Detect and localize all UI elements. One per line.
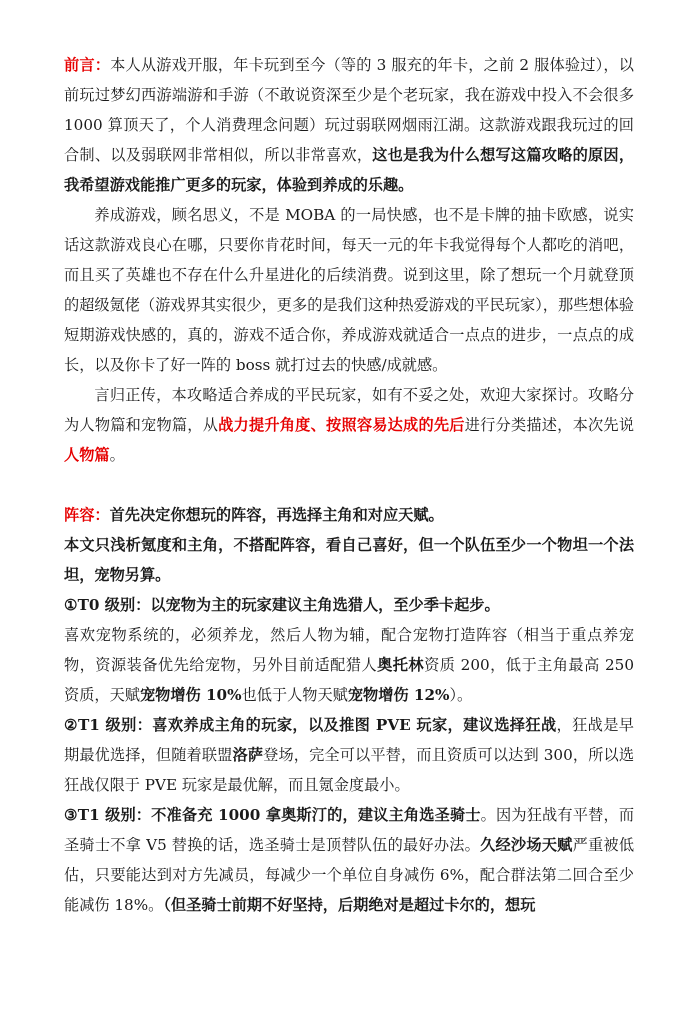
t0-text-2: 资质 200，低于主角最高 250 资质，天赋: [64, 656, 635, 704]
para3-text-2: 进行分类描述，本次先说: [464, 416, 635, 434]
intro-label: 前言：: [64, 56, 111, 74]
para3-highlight-2: 人物篇: [64, 446, 110, 464]
t0-text-3: 也低于人物天赋: [241, 686, 348, 704]
t0-bold-1: 奥托林: [377, 656, 425, 674]
t1b-paragraph: [64, 800, 634, 920]
t1a-bold-1: 洛萨: [232, 746, 264, 764]
lineup-text: 首先决定你想玩的阵容，再选择主角和对应天赋。: [109, 506, 444, 524]
t1b-bold-1: 久经沙场天赋: [480, 836, 573, 854]
t1b-text-2: 严重被低估，只要能达到对方先减员，每减少一个单位自身减伤 6%，配合群法第二回合至少能减伤 18%。: [64, 836, 635, 914]
t1a-heading: ②T1 级别：喜欢养成主角的玩家，以及推图 PVE 玩家，建议选择狂战: [64, 716, 557, 734]
document-page: [64, 50, 634, 920]
intro-text: 本人从游戏开服，年卡玩到至今（等的 3 服充的年卡，之前 2 服体验过），以前玩过梦幻西游端游和手游（不敢说资深至少是个老玩家，我在游戏中投入不会很多 1000 算顶天了，个人消费理念问题）玩过弱联网烟雨江湖。这款游戏跟我玩过的回合制、以及弱联网非常相似，所以非常喜欢，: [64, 56, 634, 164]
lineup-label: 阵容：: [64, 506, 110, 524]
t1a-paragraph: [64, 710, 634, 800]
para3-text-1: 言归正传，本攻略适合养成的平民玩家，如有不妥之处，欢迎大家探讨。攻略分为人物篇和宠物篇，从: [64, 386, 634, 434]
lineup-heading: [64, 500, 634, 530]
t1b-heading: ③T1 级别：不准备充 1000 拿奥斯汀的，建议主角选圣骑士: [64, 806, 481, 824]
t0-text-1: 喜欢宠物系统的，必须养龙，然后人物为辅，配合宠物打造阵容（相当于重点养宠物，资源装备优先给宠物，另外目前适配猎人: [64, 626, 634, 674]
t0-bold-2: 宠物增伤 10%: [139, 686, 242, 704]
para3-highlight-1: 战力提升角度、按照容易达成的先后: [218, 416, 465, 434]
t1a-text-1: ，狂战是早期最优选择，但随着联盟: [64, 716, 634, 764]
intro-paragraph: [64, 50, 634, 200]
t1b-text-1: 。因为狂战有平替，而圣骑士不拿 V5 替换的话，选圣骑士是顶替队伍的最好办法。: [64, 806, 635, 854]
t0-text-4: ）。: [449, 686, 473, 704]
t0-bold-3: 宠物增伤 12%: [347, 686, 450, 704]
t1b-bold-2: （但圣骑士前期不好坚持，后期绝对是超过卡尔的，想玩: [163, 896, 536, 914]
intro-bold-text: 这也是我为什么想写这篇攻略的原因，我希望游戏能推广更多的玩家，体验到养成的乐趣。: [64, 146, 635, 194]
t1a-text-2: 登场，完全可以平替，而且资质可以达到 300，所以选狂战仅限于 PVE 玩家是最优解，而且氪金度最小。: [64, 746, 635, 794]
para3-text-3: 。: [109, 446, 125, 464]
paragraph-2: 养成游戏，顾名思义，不是 MOBA 的一局快感，也不是卡牌的抽卡欧感，说实话这款游戏良心在哪，只要你肯花时间，每天一元的年卡我觉得每个人都吃的消吧，而且买了英雄也不存在什么升星进化的后续消费。说到这里，除了想玩一个月就登顶的超级氪佬（游戏界其实很少，更多的是我们这种热爱游戏的平民玩家），那些想体验短期游戏快感的，真的，游戏不适合你，养成游戏就适合一点点的进步，一点点的成长，以及你卡了好一阵的 boss 就打过去的快感/成就感。: [64, 206, 634, 374]
note-paragraph: 本文只浅析氪度和主角，不搭配阵容，看自己喜好，但一个队伍至少一个物坦一个法坦，宠物另算。: [64, 536, 634, 584]
paragraph-3: [64, 380, 634, 470]
t0-paragraph: [64, 620, 634, 710]
section-spacer: [64, 470, 634, 500]
t0-heading: ①T0 级别：以宠物为主的玩家建议主角选猎人，至少季卡起步。: [64, 596, 500, 614]
